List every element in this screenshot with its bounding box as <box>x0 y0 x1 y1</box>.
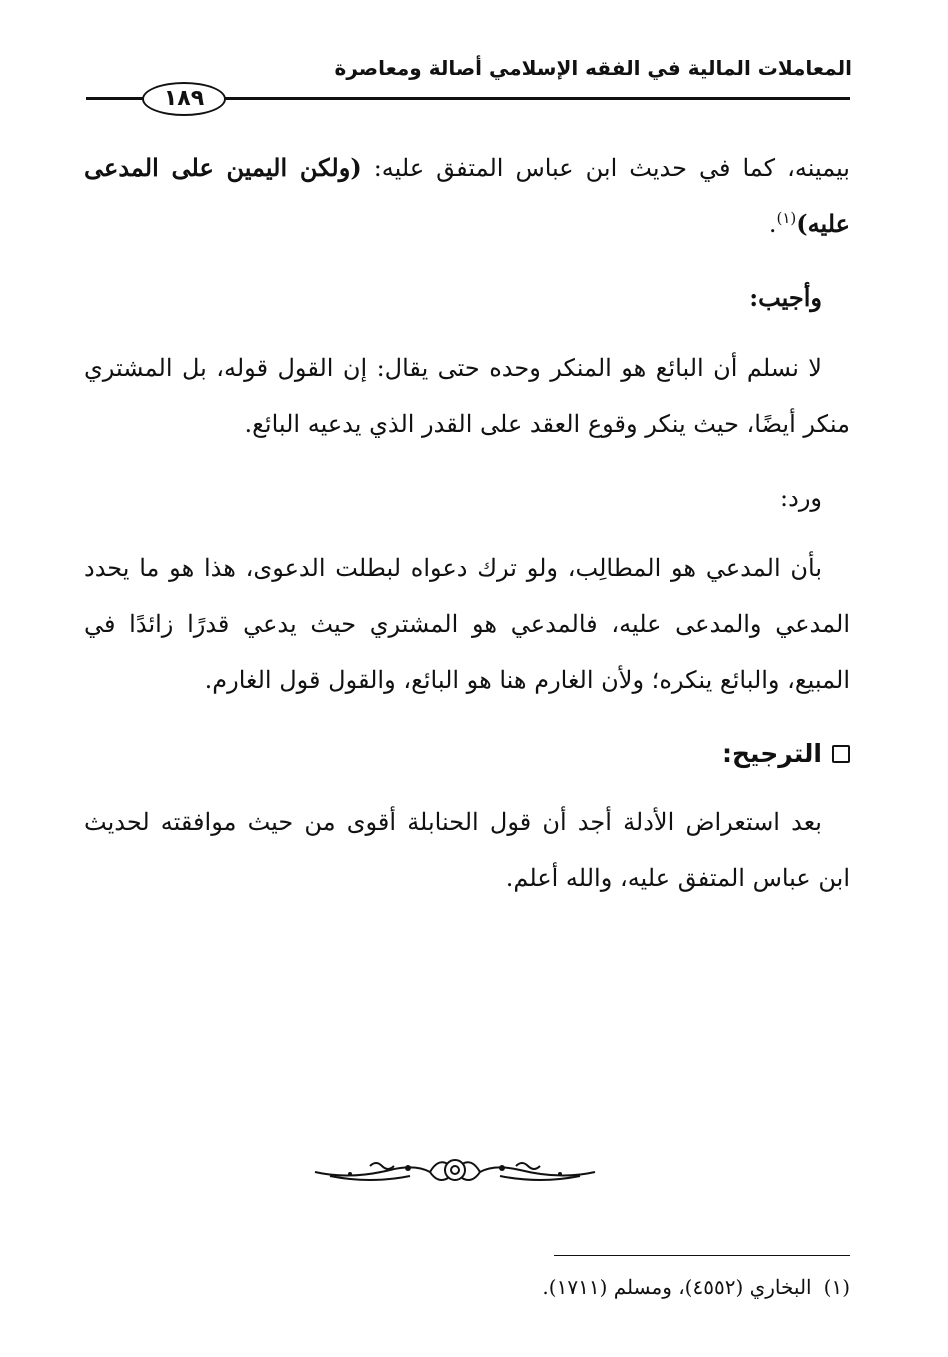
section-heading <box>84 726 850 782</box>
label-reply: ورد: <box>780 484 822 512</box>
footnote-number: (١) <box>823 1275 850 1299</box>
page-number: ١٨٩ <box>142 82 226 116</box>
label-answer: وأجيب: <box>749 283 822 312</box>
footnote-reference[interactable]: (١) <box>776 209 797 227</box>
footnote-rule <box>554 1255 850 1256</box>
footnote <box>150 1275 850 1299</box>
body-text <box>84 140 850 924</box>
section-heading-label: الترجيح: <box>722 739 822 768</box>
footnote-text: البخاري (٤٥٥٢)، ومسلم (١٧١١). <box>542 1275 812 1299</box>
paragraph-1 <box>84 140 850 252</box>
paragraph-1-text: بيمينه، كما في حديث ابن عباس المتفق عليه: <box>361 154 850 182</box>
ornament-divider-icon <box>310 1152 600 1188</box>
paragraph-3: بأن المدعي هو المطالِب، ولو ترك دعواه لبطلت الدعوى، هذا هو ما يحدد المدعي والمدعى عليه، فالمدعي هو المشتري حيث يدعي قدرًا زائدًا في المبيع، والبائع ينكره؛ ولأن الغارم هنا هو البائع، والقول قول الغارم. <box>84 554 850 694</box>
paragraph-2: لا نسلم أن البائع هو المنكر وحده حتى يقال: إن القول قوله، بل المشتري منكر أيضًا، حيث ينكر وقوع العقد على القدر الذي يدعيه البائع. <box>84 354 850 438</box>
paragraph-1-end: . <box>768 210 777 238</box>
checkbox-icon <box>832 745 850 763</box>
running-title: المعاملات المالية في الفقه الإسلامي أصالة ومعاصرة <box>334 56 852 80</box>
paragraph-4: بعد استعراض الأدلة أجد أن قول الحنابلة أقوى من حيث موافقته لحديث ابن عباس المتفق عليه، والله أعلم. <box>84 808 850 892</box>
hadith-quote: (ولكن اليمين على المدعى عليه) <box>84 153 850 238</box>
